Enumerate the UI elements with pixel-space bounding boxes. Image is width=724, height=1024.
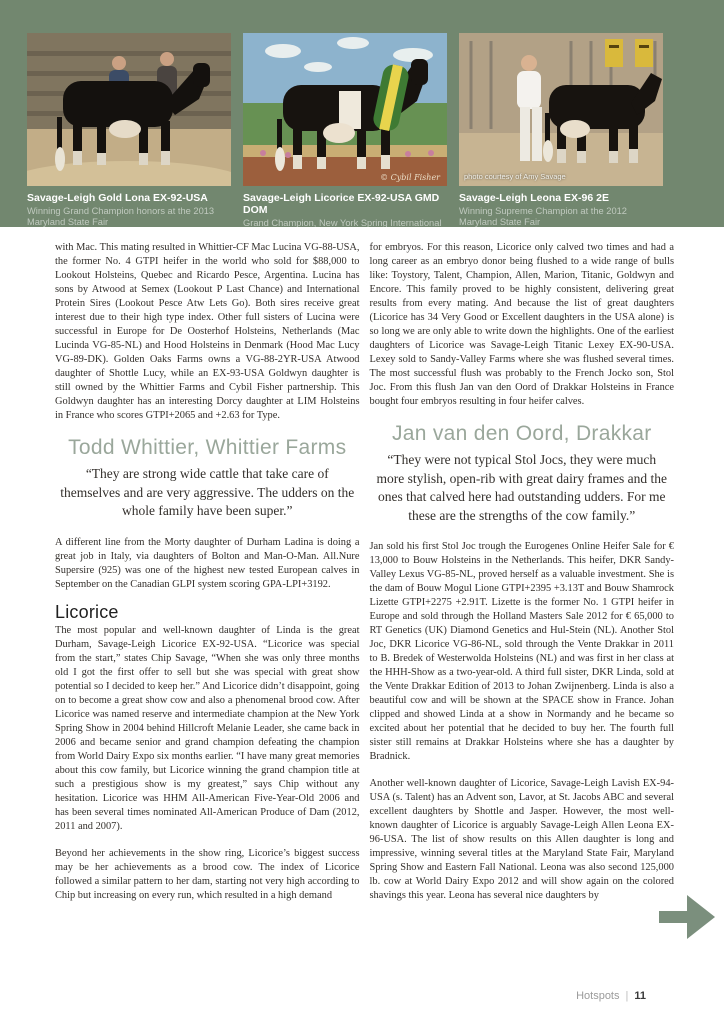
pullquote-drakkar <box>370 422 675 525</box>
next-page-arrow-icon[interactable] <box>659 893 717 941</box>
cow-garland-illustration <box>243 33 447 186</box>
section-heading-licorice: Licorice <box>55 601 119 622</box>
cow-show-ring-illustration <box>27 33 231 186</box>
body-paragraph: for embryos. For this reason, Licorice only calved two times and had a long career as an embryo donor being flushed to a wide range of bulls like: Toystory, Talent, Champion, Allen, Marion, Titanic, Goldwyn and Encore. This family proved to be highly consistent, delivering great results from every mating. And because the list of great daughters (Licorice has 34 Very Good or Excellent daughters in the USA alone) is so long we are only able to write down the highlights. One of the earliest daughters of Licorice was Savage-Leigh Titanic Lexey EX-90-USA. Lexey sold to Sandy-Valley Farms where she was flushed several times. The most successful flush was probably to the French Jocko son, Stol Joc. From this flush Jan van den Oord of Drakkar Holsteins in France bought four embryos resulting in four heifer calves. <box>369 242 674 407</box>
photo-title: Savage-Leigh Gold Lona EX-92-USA <box>27 192 208 204</box>
pullquote-text: “They were not typical Stol Jocs, they were much more stylish, open-rib with great dairy frames and the ones that calved here had outstanding udders. For me these are the strengths of the cow family.” <box>376 452 668 523</box>
photo-card-leona <box>459 33 663 227</box>
photo-licorice <box>243 33 447 186</box>
body-paragraph: Jan sold his first Stol Joc trough the Eurogenes Online Heifer Sale for € 13,000 to Bouw Holsteins in the Netherlands. This heifer, DKR Sandy-Valley Lexus VG-85-NL, proved herself as a valuable investment. She is the dam of Bouw Mogul Lione GTPI+2395 +3.13T and Bouw Shamrock Lizette GTPI+2275 +2.91T. Lizette is the former No. 1 GTPI heifer in Europe and sold through the Holland Masters Sale 2012 for € 65,000 to RT Genetics (UK) Diamond Genetics and Hul-Stein (NL). Another Stol Joc, DKR Licorice VG-86-NL, sold through the Vente Drakkar in 2011 to B. Bredek of Westerwolda Holsteins (NL) and was first in her class at the HHH-Show as a two-year-old. A third full sister, DKR Linda, sold at the Vente Drakkar Edition of 2013 to Johan Zwijnenberg. Linda is also a beautiful cow and will be shown at the SPACE show in France. Johan clipped and showed Linda at a show in Normandy and he became so excited about her potential that he decided to buy her. The fourth full sister still remains at Drakkar Holsteins where she has a daughter by Bradnick. <box>369 541 674 762</box>
photo-caption <box>459 192 663 228</box>
pullquote-attribution: Jan van den Oord, Drakkar <box>391 422 652 445</box>
pullquote-attribution: Todd Whittier, Whittier Farms <box>68 436 347 459</box>
left-column <box>55 241 360 916</box>
body-paragraph: with Mac. This mating resulted in Whittier-CF Mac Lucina VG-88-USA, the former No. 4 GTPI heifer in the world who sold for $88,000 to Lookout Holsteins, Quebec and Ricardo Pesce, Argentina. Lucina has sons by Atwood at Semex (Lookout P Last Chance) and International Protein Sires (Lookout Pesce Atw Lets Go). Both sires receive great interest due to their high type index. Other full sisters of Lucina were successful in Europe for De Oosterhof Holsteins, Netherlands (Mac Lucinda VG-85-NL) and Hood Holsteins in Denmark (Hood Mac Lucy VG-89-DK). Golden Oaks Farms owns a VG-88-2YR-USA Atwood daughter of Shottle Lucy, while an EX-93-USA Goldwyn daughter is still owned by the Whittier Farms and Cybil Fisher partnership. This Goldwyn daughter has an interesting Dorcy daughter at LIM Holsteins in France who scores GTPI+2065 and +2.63 for Type. <box>55 242 360 421</box>
pullquote-text: “They are strong wide cattle that take care of themselves and are very aggressive. The udders on the whole family have been super.” <box>60 466 355 518</box>
photo-leona <box>459 33 663 186</box>
article-body <box>0 227 724 916</box>
photo-subtitle: Winning Grand Champion honors at the 2013 Maryland State Fair <box>27 206 215 227</box>
pullquote-whittier <box>55 436 360 521</box>
right-column <box>370 241 675 916</box>
page-footer <box>576 990 646 1002</box>
cow-handler-illustration <box>459 33 663 186</box>
photo-gold-lona <box>27 33 231 186</box>
body-paragraph: Beyond her achievements in the show ring, Licorice’s biggest success may be her achievements as a brood cow. The index of Licorice followed a similar pattern to her dam, starting not very high according to Chip but increasing on every run, which resulted in a high demand <box>55 847 360 901</box>
photo-subtitle: Grand Champion, New York Spring International Show 2006 <box>243 218 442 239</box>
photo-card-gold-lona <box>27 33 231 227</box>
photo-caption <box>27 192 231 228</box>
body-paragraph: Another well-known daughter of Licorice, Savage-Leigh Lavish EX-94-USA (s. Talent) has an Advent son, Lavor, at St. Jacobs ABC and several excellent daughters by Shottle and Jasper. However, the most well-known daughter of Licorice is arguably Savage-Leigh Allen Leona EX-96-USA. The list of show results on this Allen daughter is long and impressive, winning several titles at the Maryland State Fair, Maryland Spring Show and Eastern Fall National. Leona was also second 125,000 lb. cow at World Dairy Expo 2012 and will show again on the colored shavings this year. Leona has several nice daughters by <box>369 778 674 901</box>
photographer-signature: © Cybil Fisher <box>380 173 440 182</box>
publication-name: Hotspots <box>576 990 620 1002</box>
photo-band <box>0 0 724 239</box>
photo-title: Savage-Leigh Leona EX-96 2E <box>459 192 609 204</box>
photo-caption <box>243 192 447 240</box>
page-number: 11 <box>634 990 646 1002</box>
photo-card-licorice <box>243 33 447 239</box>
photo-credit: photo courtesy of Amy Savage <box>464 172 566 181</box>
body-paragraph: The most popular and well-known daughter of Linda is the great Durham, Savage-Leigh Licorice EX-92-USA. “Licorice was special from the start,” states Chip Savage, “When she was only three months old I got the first offer to sell but she was special with great show potential so I decided to keep her.” And Licorice didn’t disappoint, going on to become a great show cow and also a phenomenal brood cow. After Licorice was named reserve and intermediate champion at the New York Spring Show in 2004 behind Hillcroft Melanie Leader, she came back in 2006 and became senior and grand champion defeating the champion from World Dairy Expo six months earlier. “I have many great memories about this cow family, but Licorice winning the grand champion title at such a prestigious show is my greatest,” says Chip without any hesitation. Licorice was HHM All-American Five-Year-Old 2006 and has been several times nominated All-American Produce of Dam (2012, 2011 and 2007). <box>55 624 360 832</box>
footer-divider: | <box>625 990 629 1002</box>
photo-subtitle: Winning Supreme Champion at the 2012 Maryland State Fair <box>459 206 627 227</box>
photo-title: Savage-Leigh Licorice EX-92-USA GMD DOM <box>243 192 440 216</box>
body-paragraph: A different line from the Morty daughter of Durham Ladina is doing a great job in Italy, via daughters of Bolton and Man-O-Man. All.Nure Supersire (925) was one of the highest new tested European calves in September on the Canadian GLPI system scoring GPA-LPI+3192. <box>55 536 360 590</box>
